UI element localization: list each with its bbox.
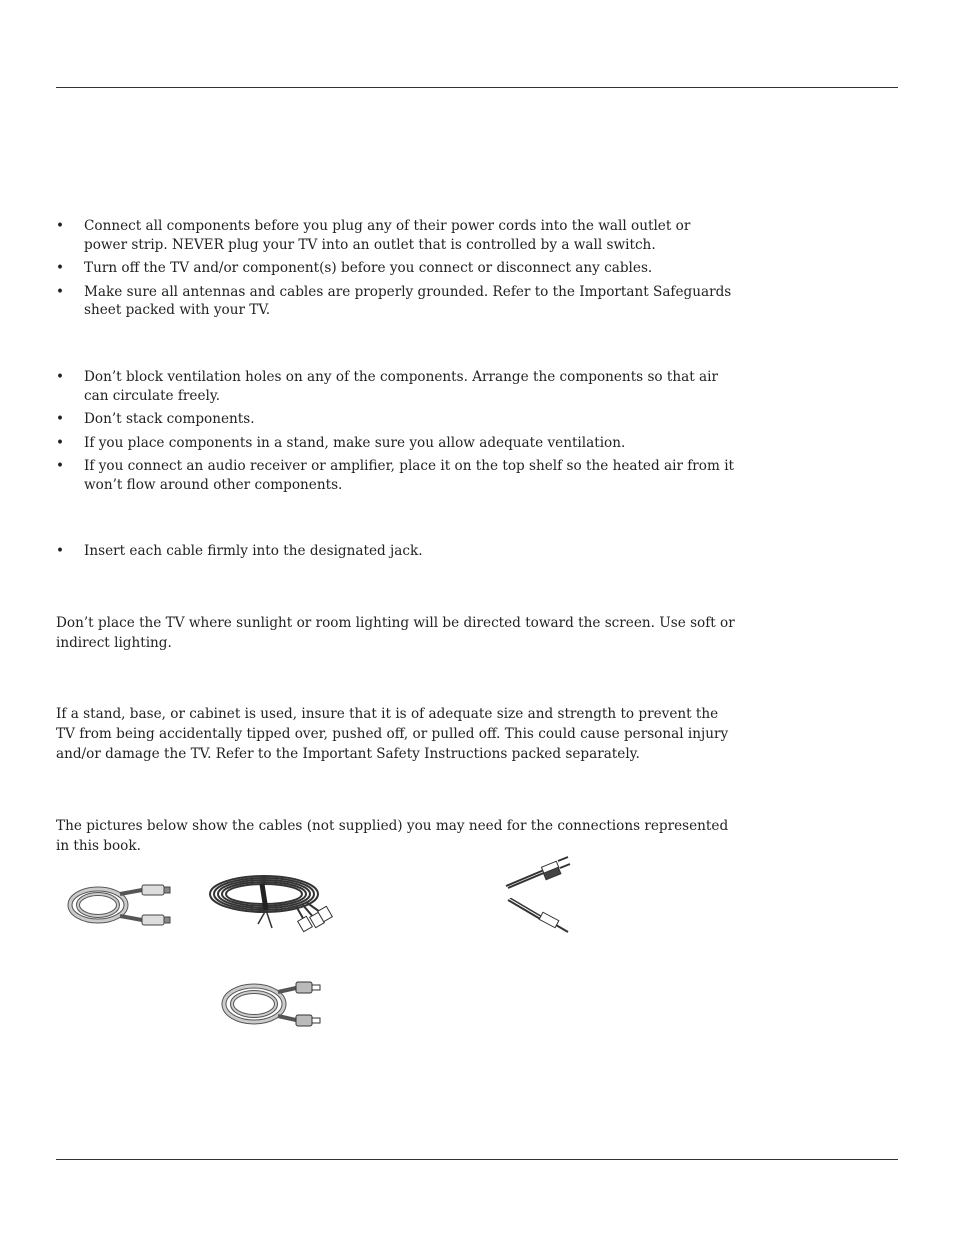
bullet-icon: • — [56, 543, 65, 559]
cable-tips — [56, 542, 736, 566]
list-item: • Make sure all antennas and cables are properly grounded. Refer to the Important Safeguards sheet packed with your TV. — [56, 283, 732, 318]
rca-video-cable-icon — [506, 898, 572, 934]
list-item: • If you place components in a stand, make sure you allow adequate ventilation. — [56, 434, 626, 451]
list-item: • If you connect an audio receiver or amplifier, place it on the top shelf so the heated air from it won’t flow around other components. — [56, 458, 735, 493]
optical-cable-icon — [218, 976, 328, 1032]
lighting-paragraph: Don’t place the TV where sunlight or room lighting will be directed toward the screen. Use soft or indirect lighting. — [56, 615, 735, 651]
list-item: • Insert each cable firmly into the designated jack. — [56, 543, 423, 559]
bullet-icon: • — [56, 369, 65, 385]
bullet-icon: • — [56, 218, 65, 234]
bullet-icon: • — [56, 458, 65, 474]
bullet-icon: • — [56, 260, 65, 276]
ventilation-tips — [56, 368, 736, 499]
general-connection-tips — [56, 217, 736, 325]
rca-audio-cable-icon — [504, 856, 574, 890]
bullet-icon: • — [56, 434, 65, 451]
footer-rule — [56, 1159, 898, 1160]
s-video-cable-icon — [64, 880, 174, 930]
list-item: • Turn off the TV and/or component(s) before you connect or disconnect any cables. — [56, 260, 653, 276]
pictures-paragraph: The pictures below show the cables (not supplied) you may need for the connections represented in this book. — [56, 818, 729, 854]
list-item: • Connect all components before you plug any of their power cords into the wall outlet or power strip. NEVER plug your TV into an outlet that is controlled by a wall switch. — [56, 218, 691, 253]
header-rule — [56, 87, 898, 88]
list-item: • Don’t stack components. — [56, 411, 255, 427]
bullet-icon: • — [56, 411, 65, 427]
list-item: • Don’t block ventilation holes on any of the components. Arrange the components so that air can circulate freely. — [56, 369, 718, 404]
stand-paragraph: If a stand, base, or cabinet is used, insure that it is of adequate size and strength to prevent the TV from being accidentally tipped over, pushed off, or pulled off. This could cause personal injury and/or damage the TV. Refer to the Important Safety Instructions packed separately. — [56, 706, 729, 762]
bullet-icon: • — [56, 283, 65, 300]
component-video-cable-bundle-icon — [206, 870, 336, 938]
